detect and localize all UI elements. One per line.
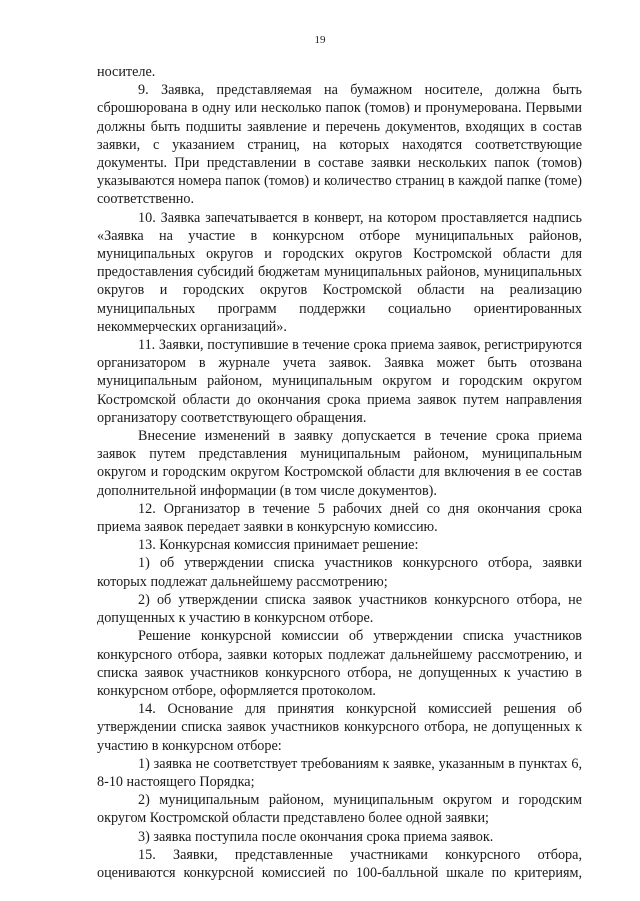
paragraph: 10. Заявка запечатывается в конверт, на котором проставляется надпись «Заявка на участие в конкурсном отборе муниципальных районов, муниципальных округов и городских округов Костромской области для предоставления субсидий бюджетам муниципальных районов, муниципальных округов и городских округов Костромской области на реализацию муниципальных программ поддержки социально ориентированных некоммерческих организаций». <box>97 209 582 335</box>
list-item: 1) заявка не соответствует требованиям к заявке, указанным в пунктах 6, 8-10 настоящего Порядка; <box>97 755 582 790</box>
paragraph: Решение конкурсной комиссии об утверждении списка участников конкурсного отбора, заявки которых подлежат дальнейшему рассмотрению, и списка заявок участников конкурсного отбора, не допущенных к участию в конкурсном отборе, оформляется протоколом. <box>97 628 582 699</box>
paragraph: 12. Организатор в течение 5 рабочих дней со дня окончания срока приема заявок передает заявки в конкурсную комиссию. <box>97 500 582 536</box>
list-item: 1) об утверждении списка участников конкурсного отбора, заявки которых подлежат дальнейшему рассмотрению; <box>97 555 582 590</box>
paragraph: 11. Заявки, поступившие в течение срока приема заявок, регистрируются организатором в журнале учета заявок. Заявка может быть отозвана муниципальным районом, муниципальным округом и городским округом Костромской области до окончания срока приема заявок путем направления организатору соответствующего обращения. <box>97 337 582 426</box>
paragraph: 9. Заявка, представляемая на бумажном носителе, должна быть сброшюрована в одну или несколько папок (томов) и пронумерована. Первыми должны быть подшиты заявление и перечень документов, входящих в состав заявки, с указанием страниц, на которых находятся соответствующие документы. При представлении в составе заявки нескольких папок (томов) указываются номера папок (томов) и количество страниц в каждой папке (томе) соответственно. <box>97 82 582 208</box>
page-number: 19 <box>314 34 326 46</box>
paragraph: 13. Конкурсная комиссия принимает решение: <box>138 537 419 554</box>
paragraph: 14. Основание для принятия конкурсной комиссией решения об утверждении списка заявок участников конкурсного отбора, не допущенных к участию в конкурсном отборе: <box>97 701 582 754</box>
document-body <box>97 63 582 882</box>
list-item: 2) муниципальным районом, муниципальным округом и городским округом Костромской области представлено более одной заявки; <box>97 792 582 827</box>
paragraph: носителе. <box>97 64 156 80</box>
list-item: 2) об утверждении списка заявок участников конкурсного отбора, не допущенных к участию в конкурсном отборе. <box>97 591 582 627</box>
paragraph: Внесение изменений в заявку допускается в течение срока приема заявок путем представления муниципальным районом, муниципальным округом и городским округом Костромской области для включения в ее состав дополнительной информации (в том числе документов). <box>97 428 582 499</box>
paragraph: 15. Заявки, представленные участниками конкурсного отбора, оцениваются конкурсной комиссией по 100-балльной шкале по критериям, <box>97 846 582 881</box>
list-item: 3) заявка поступила после окончания срока приема заявок. <box>138 828 494 845</box>
